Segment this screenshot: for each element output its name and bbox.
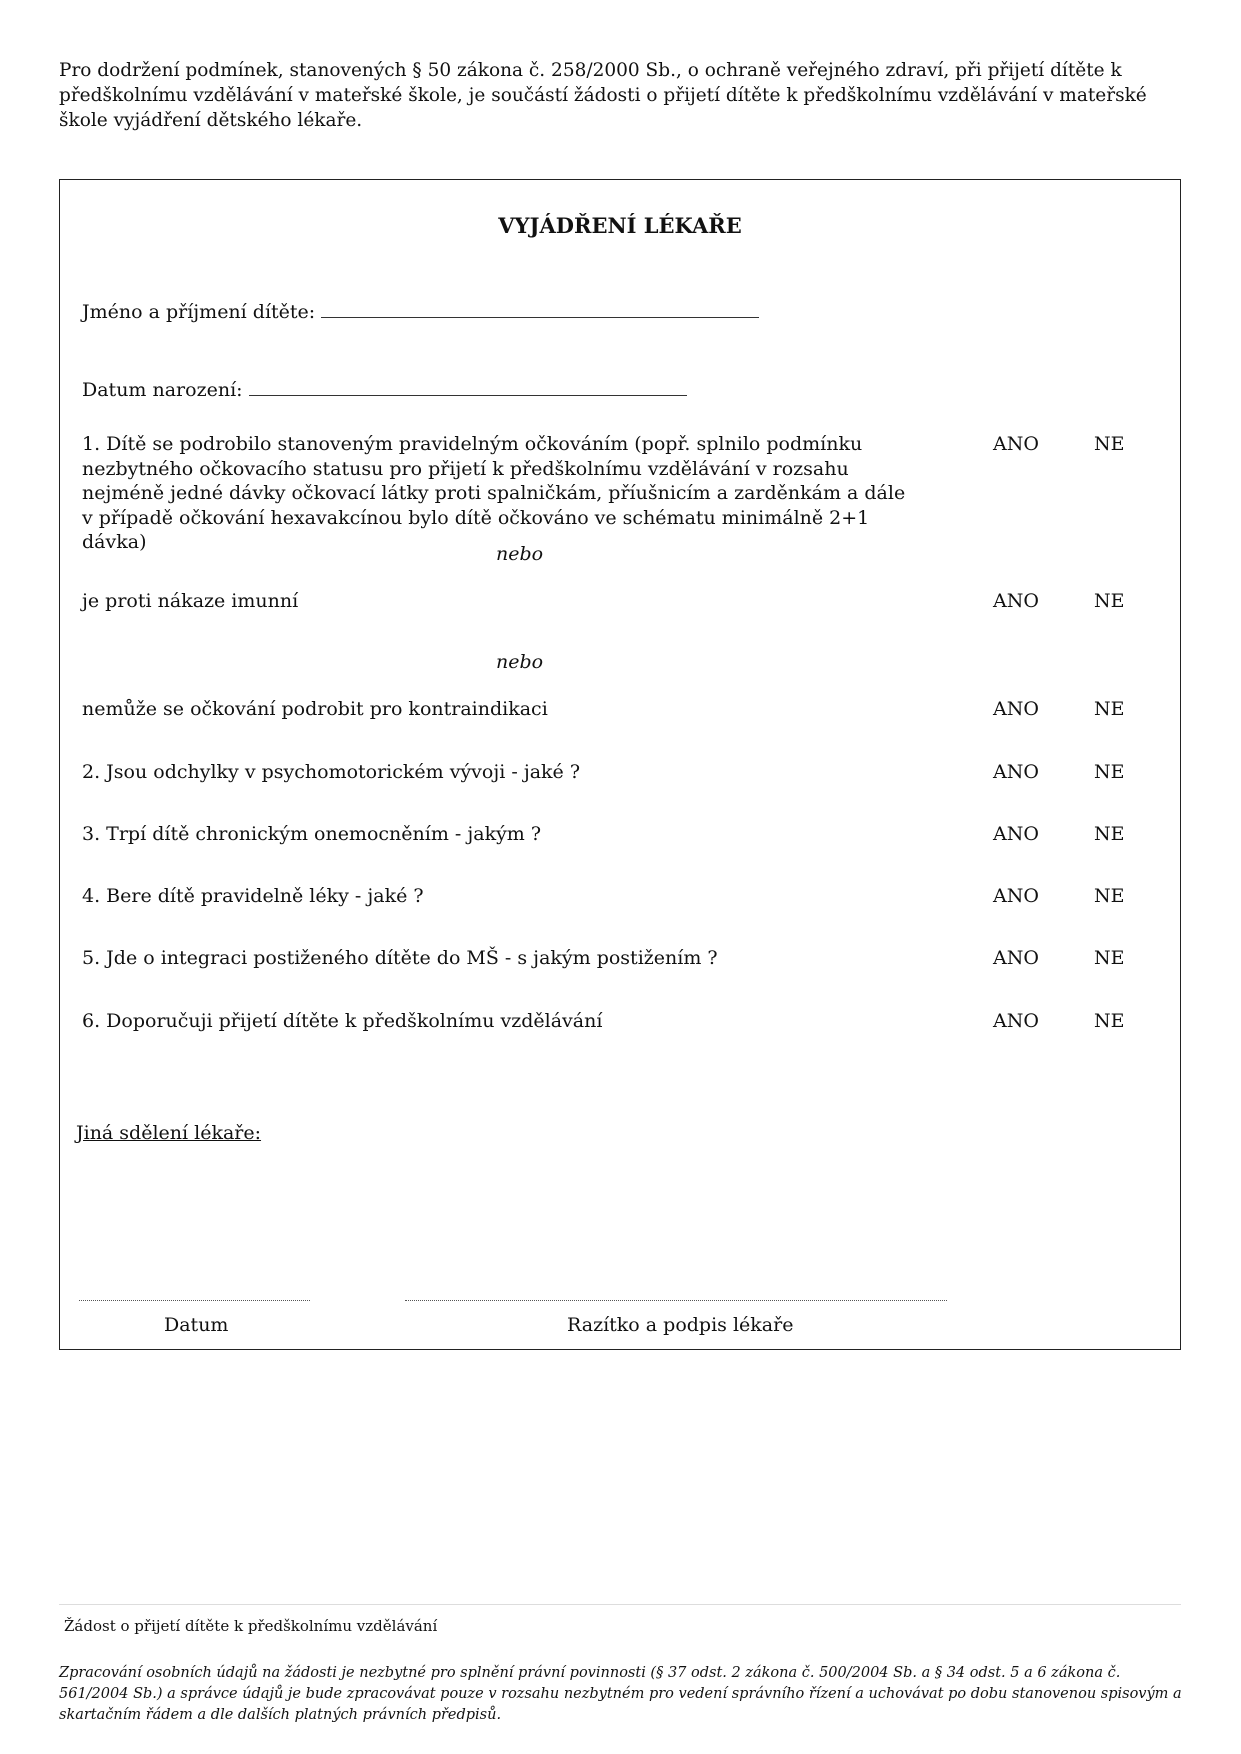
form-title: VYJÁDŘENÍ LÉKAŘE bbox=[498, 213, 742, 238]
q1c-yes-option[interactable]: ANO bbox=[993, 698, 1039, 720]
q6-yes-option[interactable]: ANO bbox=[993, 1010, 1039, 1032]
child-name-label: Jméno a příjmení dítěte: bbox=[82, 301, 316, 323]
question-1b: je proti nákaze imunní bbox=[82, 590, 299, 612]
q6-no-option[interactable]: NE bbox=[1094, 1010, 1125, 1032]
signature-label: Razítko a podpis lékaře bbox=[567, 1314, 794, 1336]
q2-no-option[interactable]: NE bbox=[1094, 761, 1125, 783]
q1c-no-option[interactable]: NE bbox=[1094, 698, 1125, 720]
birth-date-row bbox=[82, 378, 687, 403]
child-name-field[interactable] bbox=[321, 303, 759, 318]
q1-no-option[interactable]: NE bbox=[1094, 433, 1125, 455]
child-name-row bbox=[82, 300, 759, 325]
or-separator-1: nebo bbox=[496, 543, 544, 565]
question-1: 1. Dítě se podrobilo stanoveným pravidelným očkováním (popř. splnilo podmínku nezbytného očkovacího statusu pro přijetí k předškolnímu vzdělávání v rozsahu nejméně jedné dávky očkovací látky proti spalničkám, příušnicím a zarděnkám a dále v případě očkování hexavakcínou bylo dítě očkováno ve schématu minimálně 2+1 dávka) bbox=[82, 433, 906, 553]
q2-yes-option[interactable]: ANO bbox=[993, 761, 1039, 783]
q1b-yes-option[interactable]: ANO bbox=[993, 590, 1039, 612]
q3-yes-option[interactable]: ANO bbox=[993, 823, 1039, 845]
q3-no-option[interactable]: NE bbox=[1094, 823, 1125, 845]
q5-no-option[interactable]: NE bbox=[1094, 947, 1125, 969]
footer-privacy-note: Zpracování osobních údajů na žádosti je nezbytné pro splnění právní povinnosti (§ 37 odst. 2 zákona č. 500/2004 Sb. a § 34 odst. 5 a 6 zákona č. 561/2004 Sb.) a správce údajů je bude zpracovávat pouze v rozsahu nezbytném pro vedení správního řízení a uchovávat po dobu stanovenou spisovým a skartačním řádem a dle dalších platných právních předpisů. bbox=[59, 1665, 1182, 1723]
footer-divider bbox=[59, 1604, 1181, 1605]
question-6: 6. Doporučuji přijetí dítěte k předškolnímu vzdělávání bbox=[82, 1010, 603, 1032]
birth-date-field[interactable] bbox=[249, 381, 687, 396]
question-2: 2. Jsou odchylky v psychomotorickém vývoji - jaké ? bbox=[82, 761, 581, 783]
question-5: 5. Jde o integraci postiženého dítěte do MŠ - s jakým postižením ? bbox=[82, 947, 718, 969]
doctor-statement-form bbox=[59, 179, 1181, 1350]
date-label: Datum bbox=[164, 1314, 229, 1336]
q4-yes-option[interactable]: ANO bbox=[993, 885, 1039, 907]
or-separator-2: nebo bbox=[496, 651, 544, 673]
question-4: 4. Bere dítě pravidelně léky - jaké ? bbox=[82, 885, 424, 907]
other-notes-label: Jiná sdělení lékaře: bbox=[76, 1122, 262, 1144]
q1-yes-option[interactable]: ANO bbox=[993, 433, 1039, 455]
q1b-no-option[interactable]: NE bbox=[1094, 590, 1125, 612]
q5-yes-option[interactable]: ANO bbox=[993, 947, 1039, 969]
question-1c: nemůže se očkování podrobit pro kontraindikaci bbox=[82, 698, 548, 720]
intro-paragraph: Pro dodržení podmínek, stanovených § 50 zákona č. 258/2000 Sb., o ochraně veřejného zdraví, při přijetí dítěte k předškolnímu vzdělávání v mateřské škole, je součástí žádosti o přijetí dítěte k předškolnímu vzdělávání v mateřské škole vyjádření dětského lékaře. bbox=[59, 60, 1147, 131]
birth-date-label: Datum narození: bbox=[82, 379, 243, 401]
date-signature-line[interactable] bbox=[79, 1300, 310, 1301]
q4-no-option[interactable]: NE bbox=[1094, 885, 1125, 907]
footer-title: Žádost o přijetí dítěte k předškolnímu vzdělávání bbox=[64, 1617, 438, 1635]
stamp-signature-line[interactable] bbox=[405, 1300, 947, 1301]
question-3: 3. Trpí dítě chronickým onemocněním - jakým ? bbox=[82, 823, 542, 845]
